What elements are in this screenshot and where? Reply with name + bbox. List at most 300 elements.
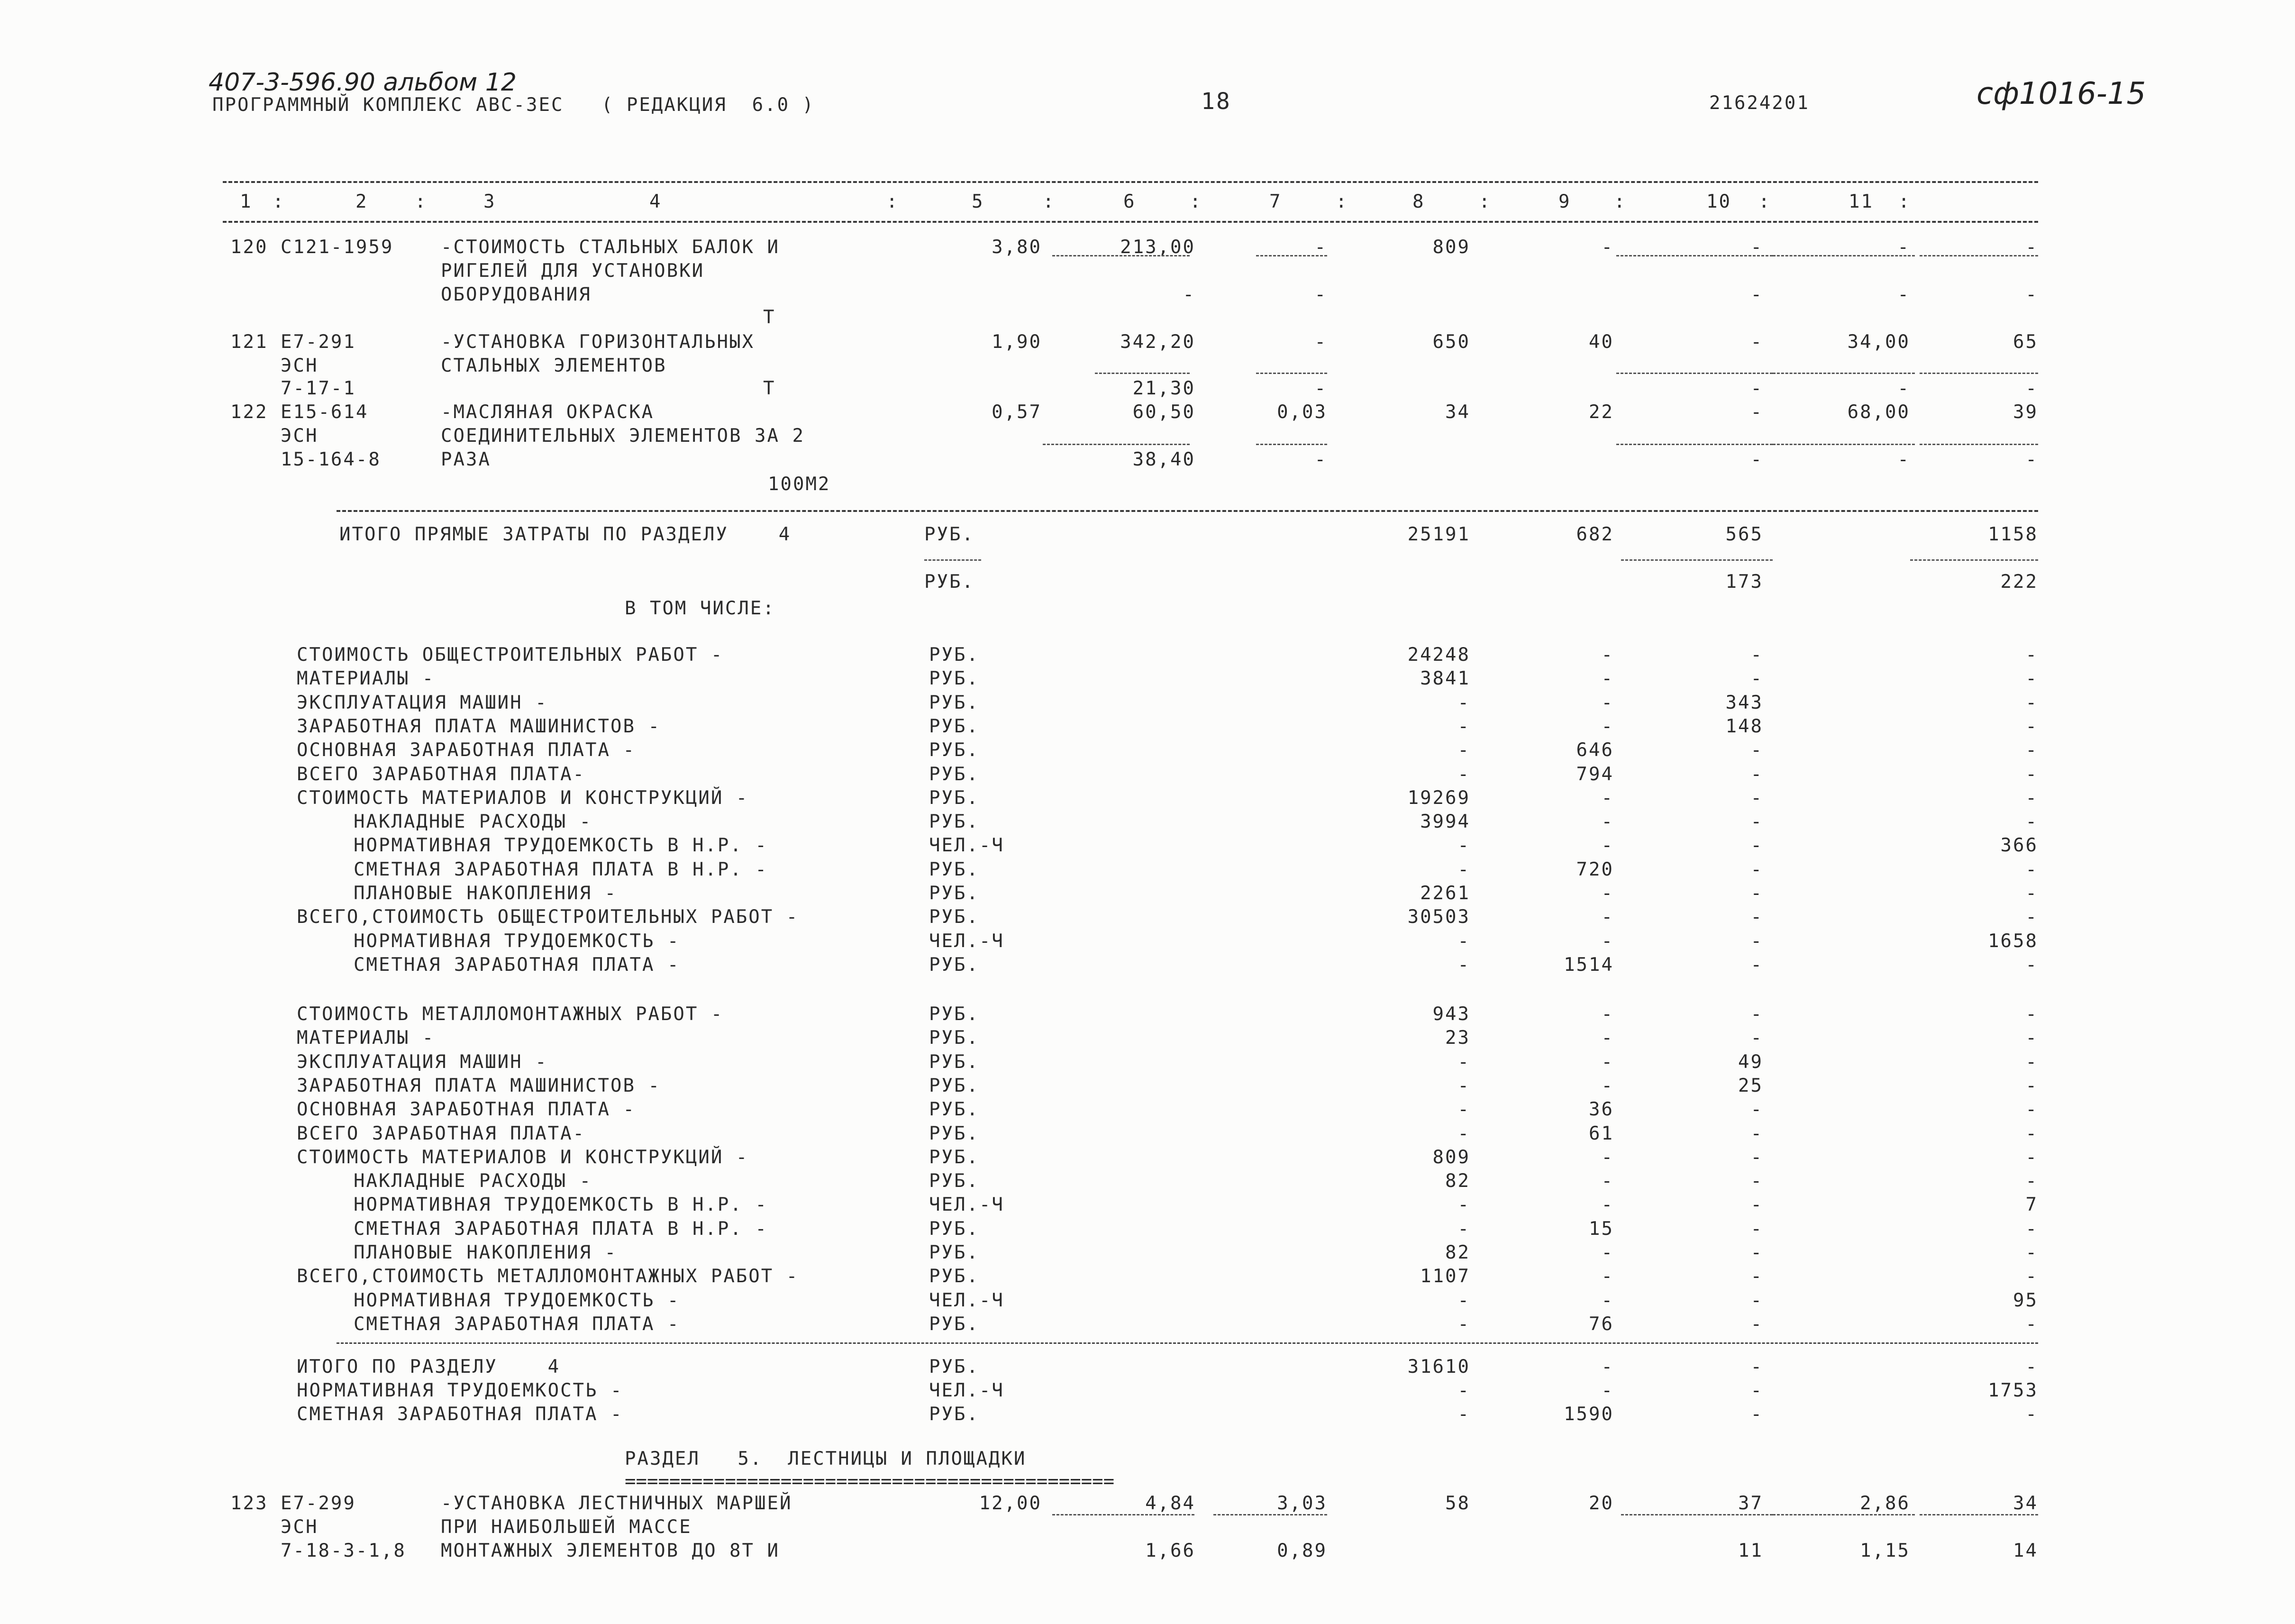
summary-c11: 366	[2000, 835, 2038, 857]
total-unit: ЧЕЛ.-Ч	[929, 1380, 1004, 1401]
summary-c11: -	[2025, 883, 2038, 904]
total-unit: РУБ.	[929, 1404, 979, 1425]
row-name: РАЗА	[441, 449, 491, 470]
summary-c9: -	[1750, 858, 1763, 880]
summary-unit: РУБ.	[929, 1146, 979, 1168]
column-header-1: 1	[240, 191, 253, 212]
summary-unit: ЧЕЛ.-Ч	[929, 1289, 1004, 1311]
itogo-direct-c11b: 222	[2000, 571, 2038, 593]
summary-unit: РУБ.	[929, 1004, 979, 1025]
summary-c7: -	[1457, 1051, 1470, 1073]
summary-c9: -	[1750, 954, 1763, 976]
summary-c11: 1658	[1988, 930, 2038, 952]
summary-c11: -	[2025, 692, 2038, 713]
value-underline	[1256, 255, 1327, 256]
summary-label: НОРМАТИВНАЯ ТРУДОЕМКОСТЬ В Н.Р. -	[354, 1194, 768, 1216]
total-c9: -	[1750, 1380, 1763, 1401]
summary-label: НАКЛАДНЫЕ РАСХОДЫ -	[354, 811, 592, 833]
cell-c5: 60,50	[1132, 401, 1195, 423]
cell-c9: -	[1750, 237, 1763, 258]
cell-qty: 3,80	[992, 237, 1042, 258]
page-number: 18	[1201, 88, 1231, 115]
summary-c8: -	[1601, 883, 1614, 904]
summary-c7: -	[1457, 763, 1470, 785]
column-header-11: 11	[1849, 191, 1874, 212]
column-separator: :	[415, 191, 428, 212]
row-name: -МАСЛЯНАЯ ОКРАСКА	[441, 401, 655, 423]
summary-label: МАТЕРИАЛЫ -	[297, 1027, 435, 1049]
cell-c9: -	[1750, 284, 1763, 305]
summary-unit: РУБ.	[929, 668, 979, 690]
summary-c8: -	[1601, 1004, 1614, 1025]
value-underline	[1920, 1514, 2038, 1515]
summary-c11: -	[2025, 1051, 2038, 1073]
value-underline	[1616, 255, 1773, 256]
summary-c11: -	[2025, 644, 2038, 666]
summary-c9: -	[1750, 668, 1763, 690]
summary-c7: -	[1457, 1099, 1470, 1121]
summary-label: СМЕТНАЯ ЗАРАБОТНАЯ ПЛАТА -	[354, 954, 680, 976]
summary-c8: 1514	[1564, 954, 1614, 976]
row-code: Е7-291	[281, 331, 356, 353]
column-separator: :	[1190, 191, 1202, 212]
cell-c5: 38,40	[1132, 449, 1195, 470]
summary-label: ОСНОВНАЯ ЗАРАБОТНАЯ ПЛАТА -	[297, 1099, 636, 1121]
summary-c9: -	[1750, 739, 1763, 761]
summary-label: ВСЕГО,СТОИМОСТЬ ОБЩЕСТРОИТЕЛЬНЫХ РАБОТ -	[297, 906, 799, 928]
summary-unit: РУБ.	[929, 715, 979, 737]
row-name: -УСТАНОВКА ГОРИЗОНТАЛЬНЫХ	[441, 331, 755, 353]
summary-c7: 3994	[1420, 811, 1470, 833]
summary-c7: 1107	[1420, 1266, 1470, 1287]
summary-unit: РУБ.	[929, 692, 979, 713]
summary-c9: -	[1750, 811, 1763, 833]
column-header-10: 10	[1706, 191, 1731, 212]
summary-c7: 3841	[1420, 668, 1470, 690]
summary-unit: РУБ.	[929, 739, 979, 761]
total-unit: РУБ.	[929, 1356, 979, 1378]
summary-c7: 23	[1445, 1027, 1470, 1049]
row-code: С121-1959	[281, 237, 394, 258]
cell-c6: -	[1314, 449, 1327, 470]
itogo-direct-c8: 682	[1576, 524, 1614, 545]
value-underline	[1095, 373, 1190, 374]
summary-c8: -	[1601, 1242, 1614, 1263]
cell-c6: -	[1314, 378, 1327, 399]
column-separator: :	[1336, 191, 1348, 212]
summary-c8: 36	[1589, 1099, 1614, 1121]
summary-c9: -	[1750, 1146, 1763, 1168]
itogo-direct-c7: 25191	[1407, 524, 1470, 545]
summary-c8: -	[1601, 1051, 1614, 1073]
column-header-9: 9	[1558, 191, 1571, 212]
summary-c8: -	[1601, 930, 1614, 952]
value-underline	[1773, 444, 1915, 445]
header-rule-top	[223, 181, 2038, 183]
unit-underline	[924, 559, 981, 561]
summary-c7: -	[1457, 1194, 1470, 1216]
total-c11: -	[2025, 1356, 2038, 1378]
summary-c9: -	[1750, 835, 1763, 857]
summary-c9: 25	[1738, 1075, 1763, 1096]
summary-c8: -	[1601, 906, 1614, 928]
summary-c9: -	[1750, 763, 1763, 785]
summary-c11: -	[2025, 906, 2038, 928]
summary-label: СМЕТНАЯ ЗАРАБОТНАЯ ПЛАТА В Н.Р. -	[354, 1218, 768, 1240]
column-header-7: 7	[1269, 191, 1282, 212]
total-c9: -	[1750, 1356, 1763, 1378]
cell-c5: 1,66	[1145, 1540, 1195, 1561]
column-separator: :	[1898, 191, 1911, 212]
cell-c11: -	[2025, 449, 2038, 470]
total-label: ИТОГО ПО РАЗДЕЛУ 4	[297, 1356, 561, 1378]
summary-c8: -	[1601, 1170, 1614, 1192]
summary-label: СТОИМОСТЬ МАТЕРИАЛОВ И КОНСТРУКЦИЙ -	[297, 787, 749, 809]
summary-c9: -	[1750, 644, 1763, 666]
value-underline	[1043, 444, 1190, 445]
summary-unit: РУБ.	[929, 1242, 979, 1263]
summary-label: СТОИМОСТЬ МАТЕРИАЛОВ И КОНСТРУКЦИЙ -	[297, 1146, 749, 1168]
summary-label: СТОИМОСТЬ ОБЩЕСТРОИТЕЛЬНЫХ РАБОТ -	[297, 644, 724, 666]
summary-unit: РУБ.	[929, 644, 979, 666]
cell-c5: -	[1183, 284, 1195, 305]
summary-label: ПЛАНОВЫЕ НАКОПЛЕНИЯ -	[354, 883, 618, 904]
total-c8: 1590	[1564, 1404, 1614, 1425]
column-header-5: 5	[972, 191, 984, 212]
value-underline	[1773, 373, 1915, 374]
cell-c11: 65	[2013, 331, 2038, 353]
cell-c10: -	[1897, 237, 1910, 258]
summary-c9: 148	[1725, 715, 1763, 737]
summary-c8: -	[1601, 1289, 1614, 1311]
cell-c8: 22	[1589, 401, 1614, 423]
cell-c9: -	[1750, 331, 1763, 353]
row-number: 123	[230, 1493, 268, 1514]
value-underline	[1256, 444, 1327, 445]
itogo-direct-unit: РУБ.	[924, 524, 974, 545]
cell-qty: 1,90	[992, 331, 1042, 353]
cell-c10: 34,00	[1847, 331, 1910, 353]
summary-c11: 95	[2013, 1289, 2038, 1311]
cell-c9: -	[1750, 378, 1763, 399]
summary-c11: -	[2025, 668, 2038, 690]
value-underline	[1213, 1514, 1327, 1515]
summary-c9: -	[1750, 906, 1763, 928]
row-name: МОНТАЖНЫХ ЭЛЕМЕНТОВ ДО 8Т И	[441, 1540, 780, 1561]
summary-c8: 76	[1589, 1313, 1614, 1335]
summary-unit: РУБ.	[929, 763, 979, 785]
summary-c11: -	[2025, 1242, 2038, 1263]
cell-c7: 650	[1432, 331, 1470, 353]
summary-unit: ЧЕЛ.-Ч	[929, 930, 1004, 952]
cell-c7: 809	[1432, 237, 1470, 258]
column-header-6: 6	[1123, 191, 1136, 212]
summary-unit: РУБ.	[929, 787, 979, 809]
cell-c10: 1,15	[1860, 1540, 1910, 1561]
summary-c11: -	[2025, 858, 2038, 880]
summary-c11: -	[2025, 715, 2038, 737]
cell-c10: -	[1897, 378, 1910, 399]
summary-unit: ЧЕЛ.-Ч	[929, 1194, 1004, 1216]
itogo-direct-c9: 565	[1725, 524, 1763, 545]
value-underline	[1616, 373, 1773, 374]
total-c11: -	[2025, 1404, 2038, 1425]
summary-c11: -	[2025, 954, 2038, 976]
column-separator: :	[273, 191, 285, 212]
row-name: СТАЛЬНЫХ ЭЛЕМЕНТОВ	[441, 355, 667, 376]
row-code: 7-17-1	[281, 378, 356, 399]
total-c7: 31610	[1407, 1356, 1470, 1378]
summary-unit: РУБ.	[929, 1099, 979, 1121]
summary-label: НАКЛАДНЫЕ РАСХОДЫ -	[354, 1170, 592, 1192]
cell-c11: -	[2025, 237, 2038, 258]
row-number: 121	[230, 331, 268, 353]
summary-c8: -	[1601, 715, 1614, 737]
cell-c11: 39	[2013, 401, 2038, 423]
value-underline	[1920, 373, 2038, 374]
cell-c6: 0,89	[1277, 1540, 1327, 1561]
summary-c11: -	[2025, 1075, 2038, 1096]
summary-c7: -	[1457, 1289, 1470, 1311]
summary-unit: РУБ.	[929, 883, 979, 904]
value-underline	[1773, 255, 1915, 256]
row-name: СОЕДИНИТЕЛЬНЫХ ЭЛЕМЕНТОВ ЗА 2	[441, 425, 805, 447]
cell-c6: -	[1314, 331, 1327, 353]
summary-c9: -	[1750, 1122, 1763, 1144]
column-separator: :	[1614, 191, 1627, 212]
summary-label: НОРМАТИВНАЯ ТРУДОЕМКОСТЬ -	[354, 1289, 680, 1311]
summary-label: ЗАРАБОТНАЯ ПЛАТА МАШИНИСТОВ -	[297, 1075, 661, 1096]
summary-unit: РУБ.	[929, 1218, 979, 1240]
cell-c10: 68,00	[1847, 401, 1910, 423]
summary-c11: -	[2025, 1218, 2038, 1240]
cell-c9: 11	[1738, 1540, 1763, 1561]
summary-unit: РУБ.	[929, 906, 979, 928]
cell-c6: 3,03	[1277, 1493, 1327, 1514]
summary-c11: -	[2025, 763, 2038, 785]
summary-c11: -	[2025, 739, 2038, 761]
row-name: -УСТАНОВКА ЛЕСТНИЧНЫХ МАРШЕЙ	[441, 1493, 792, 1514]
summary-c11: -	[2025, 1122, 2038, 1144]
summary-c7: -	[1457, 1122, 1470, 1144]
summary-c7: 943	[1432, 1004, 1470, 1025]
summary-unit: РУБ.	[929, 954, 979, 976]
row-name: ОБОРУДОВАНИЯ	[441, 284, 592, 305]
summary-c8: -	[1601, 1075, 1614, 1096]
cell-c8: 40	[1589, 331, 1614, 353]
summary-c7: 809	[1432, 1146, 1470, 1168]
column-header-2: 2	[355, 191, 368, 212]
summary-c7: 82	[1445, 1242, 1470, 1263]
row-code: Е7-299	[281, 1493, 356, 1514]
summary-c7: 82	[1445, 1170, 1470, 1192]
total-c8: -	[1601, 1380, 1614, 1401]
summary-c8: -	[1601, 1146, 1614, 1168]
summary-c9: 49	[1738, 1051, 1763, 1073]
summary-c7: -	[1457, 835, 1470, 857]
value-underline	[1621, 559, 1773, 561]
summary-label: НОРМАТИВНАЯ ТРУДОЕМКОСТЬ В Н.Р. -	[354, 835, 768, 857]
summary-c7: 2261	[1420, 883, 1470, 904]
summary-c7: -	[1457, 715, 1470, 737]
column-separator: :	[886, 191, 899, 212]
row-code: 15-164-8	[281, 449, 381, 470]
cell-qty: 0,57	[992, 401, 1042, 423]
summary-label: СМЕТНАЯ ЗАРАБОТНАЯ ПЛАТА -	[354, 1313, 680, 1335]
summary-c9: -	[1750, 883, 1763, 904]
summary-c8: -	[1601, 1266, 1614, 1287]
value-underline	[1773, 1514, 1915, 1515]
summary-c9: 343	[1725, 692, 1763, 713]
subheading-including: В ТОМ ЧИСЛЕ:	[625, 598, 775, 619]
cell-c6: -	[1314, 284, 1327, 305]
itogo-direct-c9b: 173	[1725, 571, 1763, 593]
summary-c7: -	[1457, 858, 1470, 880]
summary-c11: -	[2025, 1146, 2038, 1168]
cell-c11: -	[2025, 284, 2038, 305]
cell-qty: 12,00	[979, 1493, 1042, 1514]
value-underline	[1910, 559, 2038, 561]
cell-c10: -	[1897, 284, 1910, 305]
summary-c9: -	[1750, 787, 1763, 809]
summary-c7: -	[1457, 1075, 1470, 1096]
stamp-code: сф1016-15	[1976, 76, 2146, 111]
summary-c7: 30503	[1407, 906, 1470, 928]
summary-c9: -	[1750, 1170, 1763, 1192]
value-underline	[1052, 255, 1190, 256]
summary-unit: РУБ.	[929, 1075, 979, 1096]
cell-c7: 34	[1445, 401, 1470, 423]
summary-c9: -	[1750, 1266, 1763, 1287]
summary-c7: -	[1457, 930, 1470, 952]
summary-unit: РУБ.	[929, 1027, 979, 1049]
summary-c8: -	[1601, 787, 1614, 809]
cell-c8: -	[1601, 237, 1614, 258]
cell-c10: -	[1897, 449, 1910, 470]
summary-c11: -	[2025, 811, 2038, 833]
summary-c8: 720	[1576, 858, 1614, 880]
summary-c7: 19269	[1407, 787, 1470, 809]
row-code: ЭСН	[281, 425, 319, 447]
summary-c11: 7	[2025, 1194, 2038, 1216]
section-5-underline: ============================================	[625, 1471, 1115, 1492]
summary-c9: -	[1750, 1004, 1763, 1025]
cell-c9: -	[1750, 401, 1763, 423]
summary-c7: -	[1457, 1218, 1470, 1240]
cell-c7: 58	[1445, 1493, 1470, 1514]
cell-c8: 20	[1589, 1493, 1614, 1514]
summary-c8: -	[1601, 811, 1614, 833]
summary-label: СМЕТНАЯ ЗАРАБОТНАЯ ПЛАТА В Н.Р. -	[354, 858, 768, 880]
summary-label: СТОИМОСТЬ МЕТАЛЛОМОНТАЖНЫХ РАБОТ -	[297, 1004, 724, 1025]
cell-c5: 342,20	[1120, 331, 1195, 353]
summary-label: ПЛАНОВЫЕ НАКОПЛЕНИЯ -	[354, 1242, 618, 1263]
cell-c9: -	[1750, 449, 1763, 470]
document-code: 21624201	[1709, 92, 1810, 114]
row-code: 7-18-3-1,8	[281, 1540, 406, 1561]
summary-c9: -	[1750, 1289, 1763, 1311]
total-c8: -	[1601, 1356, 1614, 1378]
summary-c11: -	[2025, 1004, 2038, 1025]
summary-c7: -	[1457, 692, 1470, 713]
summary-c7: -	[1457, 954, 1470, 976]
summary-label: ВСЕГО ЗАРАБОТНАЯ ПЛАТА-	[297, 1122, 586, 1144]
summary-c9: -	[1750, 1099, 1763, 1121]
summary-c7: -	[1457, 1313, 1470, 1335]
cell-c9: 37	[1738, 1493, 1763, 1514]
cell-c11: 14	[2013, 1540, 2038, 1561]
album-title: 407-3-596.90 альбом 12	[209, 68, 517, 97]
value-underline	[1256, 373, 1327, 374]
cell-c6: 0,03	[1277, 401, 1327, 423]
value-underline	[1621, 1514, 1773, 1515]
summary-c11: -	[2025, 787, 2038, 809]
column-header-3: 3	[483, 191, 496, 212]
summary-label: ЭКСПЛУАТАЦИЯ МАШИН -	[297, 692, 548, 713]
row-name: Т	[763, 307, 776, 328]
value-underline	[1920, 255, 2038, 256]
total-c9: -	[1750, 1404, 1763, 1425]
summary-c8: -	[1601, 668, 1614, 690]
summary-label: МАТЕРИАЛЫ -	[297, 668, 435, 690]
cell-c5: 21,30	[1132, 378, 1195, 399]
summary-c7: 24248	[1407, 644, 1470, 666]
summary-unit: РУБ.	[929, 811, 979, 833]
value-underline	[1920, 444, 2038, 445]
row-name: ПРИ НАИБОЛЬШЕЙ МАССЕ	[441, 1516, 692, 1538]
summary-unit: РУБ.	[929, 1122, 979, 1144]
section-rule-2	[337, 1342, 2038, 1344]
total-label: СМЕТНАЯ ЗАРАБОТНАЯ ПЛАТА -	[297, 1404, 623, 1425]
total-c7: -	[1457, 1380, 1470, 1401]
total-c7: -	[1457, 1404, 1470, 1425]
row-number: 120	[230, 237, 268, 258]
summary-c9: -	[1750, 1218, 1763, 1240]
summary-c11: -	[2025, 1099, 2038, 1121]
summary-c9: -	[1750, 930, 1763, 952]
total-label: НОРМАТИВНАЯ ТРУДОЕМКОСТЬ -	[297, 1380, 623, 1401]
summary-c9: -	[1750, 1027, 1763, 1049]
cell-c6: -	[1314, 237, 1327, 258]
summary-c9: -	[1750, 1194, 1763, 1216]
summary-c8: -	[1601, 692, 1614, 713]
summary-c9: -	[1750, 1242, 1763, 1263]
summary-unit: РУБ.	[929, 1170, 979, 1192]
summary-c7: -	[1457, 739, 1470, 761]
summary-c8: -	[1601, 644, 1614, 666]
summary-c8: -	[1601, 1027, 1614, 1049]
summary-unit: РУБ.	[929, 1051, 979, 1073]
cell-c10: 2,86	[1860, 1493, 1910, 1514]
row-code: ЭСН	[281, 1516, 319, 1538]
itogo-direct-label: ИТОГО ПРЯМЫЕ ЗАТРАТЫ ПО РАЗДЕЛУ 4	[339, 524, 792, 545]
value-underline	[1052, 1514, 1194, 1515]
row-name: -СТОИМОСТЬ СТАЛЬНЫХ БАЛОК И	[441, 237, 780, 258]
column-separator: :	[1479, 191, 1492, 212]
summary-label: ВСЕГО,СТОИМОСТЬ МЕТАЛЛОМОНТАЖНЫХ РАБОТ -	[297, 1266, 799, 1287]
summary-c11: -	[2025, 1266, 2038, 1287]
summary-c8: 15	[1589, 1218, 1614, 1240]
summary-unit: ЧЕЛ.-Ч	[929, 835, 1004, 857]
section-5-title: РАЗДЕЛ 5. ЛЕСТНИЦЫ И ПЛОЩАДКИ	[625, 1448, 1027, 1469]
summary-c8: -	[1601, 1194, 1614, 1216]
total-c11: 1753	[1988, 1380, 2038, 1401]
section-rule-1	[337, 510, 2038, 512]
summary-label: ОСНОВНАЯ ЗАРАБОТНАЯ ПЛАТА -	[297, 739, 636, 761]
column-separator: :	[1043, 191, 1056, 212]
row-code: ЭСН	[281, 355, 319, 376]
itogo-direct-c11: 1158	[1988, 524, 2038, 545]
